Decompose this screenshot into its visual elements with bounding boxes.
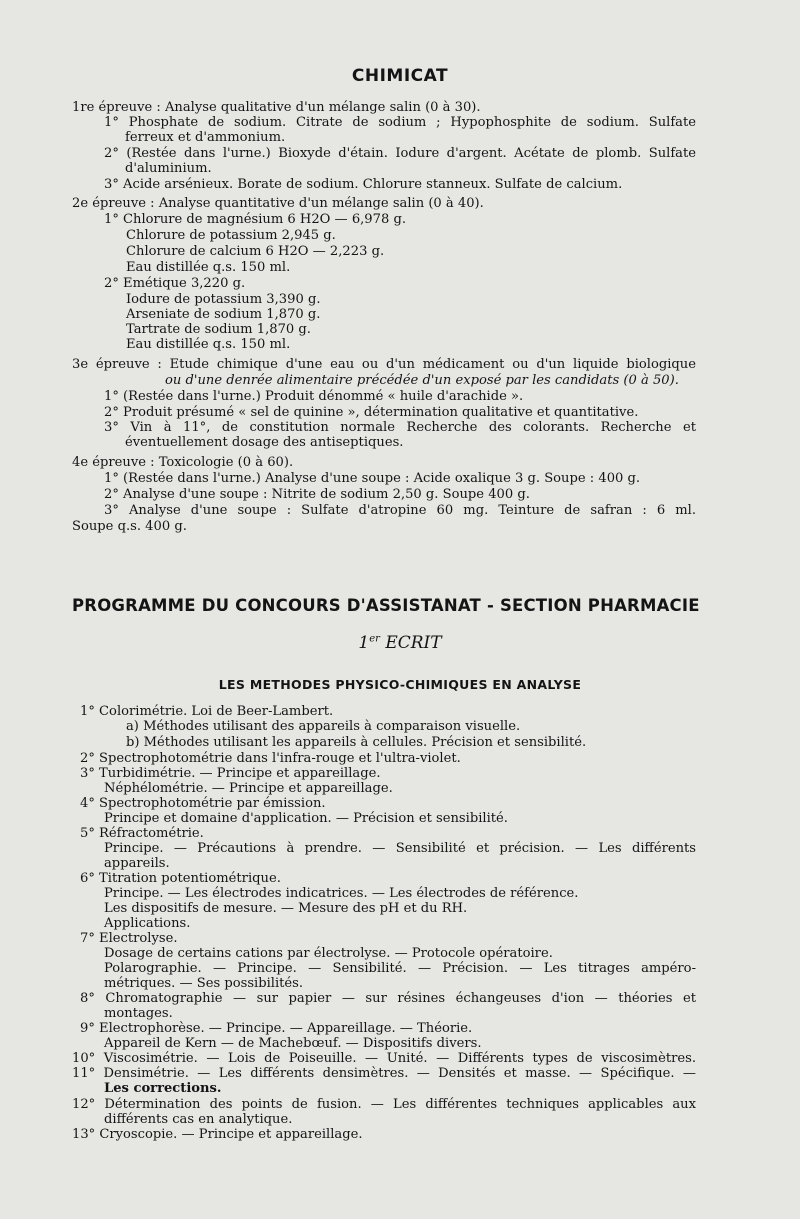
text-line: Néphélométrie. — Principe et appareillage. bbox=[104, 781, 393, 796]
text-line: Iodure de potassium 3,390 g. bbox=[126, 292, 321, 307]
text-line: 9° Electrophorèse. — Principe. — Appareillage. — Théorie. bbox=[80, 1021, 473, 1036]
text-line: 3e épreuve : Etude chimique d'une eau ou d'un médicament ou d'un liquide biologique bbox=[72, 357, 696, 372]
text-line: 6° Titration potentiométrique. bbox=[80, 871, 281, 886]
text-line: Dosage de certains cations par électrolyse. — Protocole opératoire. bbox=[104, 946, 553, 961]
text-line: 2° Analyse d'une soupe : Nitrite de sodium 2,50 g. Soupe 400 g. bbox=[104, 487, 530, 502]
text-line: Eau distillée q.s. 150 ml. bbox=[126, 337, 291, 352]
text-line: Principe. — Les électrodes indicatrices. — Les électrodes de référence. bbox=[104, 886, 579, 901]
text-line: 10° Viscosimétrie. — Lois de Poiseuille. — Unité. — Différents types de viscosimètres. bbox=[72, 1051, 696, 1066]
text-line: Chlorure de potassium 2,945 g. bbox=[126, 228, 336, 243]
text-line: 11° Densimétrie. — Les différents densimètres. — Densités et masse. — Spécifique. — bbox=[72, 1066, 696, 1081]
text-line: Soupe q.s. 400 g. bbox=[72, 519, 187, 534]
text-line: 1° (Restée dans l'urne.) Produit dénommé « huile d'arachide ». bbox=[104, 389, 524, 404]
text-line: 1° Phosphate de sodium. Citrate de sodium ; Hypophosphite de sodium. Sulfate bbox=[104, 115, 696, 130]
text-line: 12° Détermination des points de fusion. — Les différentes techniques applicables aux bbox=[72, 1097, 696, 1112]
text-line: Les dispositifs de mesure. — Mesure des pH et du RH. bbox=[104, 901, 468, 916]
text-line: 2° (Restée dans l'urne.) Bioxyde d'étain. Iodure d'argent. Acétate de plomb. Sulfate bbox=[104, 146, 696, 161]
text-line: b) Méthodes utilisant les appareils à cellules. Précision et sensibilité. bbox=[126, 735, 587, 750]
text-line: 7° Electrolyse. bbox=[80, 931, 178, 946]
text-line: Appareil de Kern — de Machebœuf. — Dispositifs divers. bbox=[104, 1036, 482, 1051]
text-line: 4e épreuve : Toxicologie (0 à 60). bbox=[72, 455, 294, 470]
text-line: 1° Colorimétrie. Loi de Beer-Lambert. bbox=[80, 704, 334, 719]
text-line: a) Méthodes utilisant des appareils à comparaison visuelle. bbox=[126, 719, 521, 734]
text-line: Applications. bbox=[104, 916, 191, 931]
text-line: 5° Réfractométrie. bbox=[80, 826, 204, 841]
text-line: appareils. bbox=[104, 856, 170, 871]
text-line: 3° Acide arsénieux. Borate de sodium. Chlorure stanneux. Sulfate de calcium. bbox=[104, 177, 623, 192]
text-line: 2e épreuve : Analyse quantitative d'un mélange salin (0 à 40). bbox=[72, 196, 484, 211]
text-line: 4° Spectrophotométrie par émission. bbox=[80, 796, 326, 811]
text-line: Polarographie. — Principe. — Sensibilité. — Précision. — Les titrages ampéro- bbox=[104, 961, 696, 976]
text-line: différents cas en analytique. bbox=[104, 1112, 293, 1127]
text-line: ferreux et d'ammonium. bbox=[125, 130, 286, 145]
text-line: Les corrections. bbox=[104, 1081, 222, 1096]
text-line: 2° Produit présumé « sel de quinine », détermination qualitative et quantitative. bbox=[104, 405, 639, 420]
subsection-ecrit: 1er ECRIT bbox=[358, 633, 442, 653]
text-line: d'aluminium. bbox=[125, 161, 212, 176]
subsection-methodes-title: LES METHODES PHYSICO-CHIMIQUES EN ANALYSE bbox=[218, 677, 582, 692]
text-line: 1re épreuve : Analyse qualitative d'un mélange salin (0 à 30). bbox=[72, 100, 481, 115]
section-title-chimicat: CHIMICAT bbox=[351, 66, 449, 86]
text-line: Principe et domaine d'application. — Précision et sensibilité. bbox=[104, 811, 508, 826]
text-line: éventuellement dosage des antiseptiques. bbox=[125, 435, 404, 450]
text-line: montages. bbox=[104, 1006, 173, 1021]
text-line: 2° Spectrophotométrie dans l'infra-rouge et l'ultra-violet. bbox=[80, 751, 461, 766]
text-line: Principe. — Précautions à prendre. — Sensibilité et précision. — Les différents bbox=[104, 841, 696, 856]
text-line: 2° Emétique 3,220 g. bbox=[104, 276, 246, 291]
text-line: 1° Chlorure de magnésium 6 H2O — 6,978 g. bbox=[104, 212, 407, 227]
section-title-programme: PROGRAMME DU CONCOURS D'ASSISTANAT - SECTION PHARMACIE bbox=[72, 596, 700, 615]
text-line: Tartrate de sodium 1,870 g. bbox=[126, 322, 311, 337]
text-line: Arseniate de sodium 1,870 g. bbox=[126, 307, 321, 322]
text-line: ou d'une denrée alimentaire précédée d'un exposé par les candidats (0 à 50). bbox=[165, 373, 679, 388]
text-line: 3° Turbidimétrie. — Principe et appareillage. bbox=[80, 766, 381, 781]
text-line: 8° Chromatographie — sur papier — sur résines échangeuses d'ion — théories et bbox=[80, 991, 696, 1006]
text-line: métriques. — Ses possibilités. bbox=[104, 976, 304, 991]
text-line: 13° Cryoscopie. — Principe et appareillage. bbox=[72, 1127, 363, 1142]
text-line: 3° Vin à 11°, de constitution normale Recherche des colorants. Recherche et bbox=[104, 420, 696, 435]
text-line: 1° (Restée dans l'urne.) Analyse d'une soupe : Acide oxalique 3 g. Soupe : 400 g. bbox=[104, 471, 641, 486]
text-line: 3° Analyse d'une soupe : Sulfate d'atropine 60 mg. Teinture de safran : 6 ml. bbox=[104, 503, 696, 518]
text-line: Chlorure de calcium 6 H2O — 2,223 g. bbox=[126, 244, 385, 259]
text-line: Eau distillée q.s. 150 ml. bbox=[126, 260, 291, 275]
